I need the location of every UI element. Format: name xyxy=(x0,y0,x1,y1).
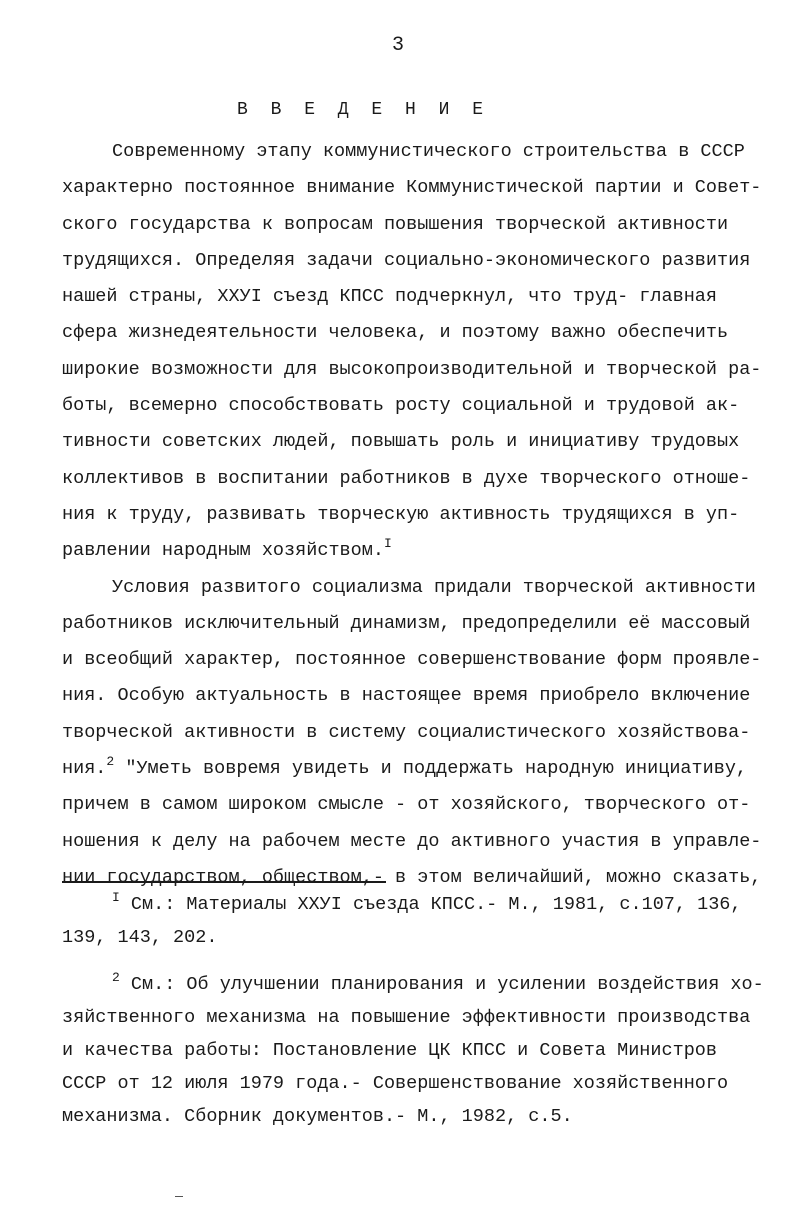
text-fragment: ния. xyxy=(62,758,107,780)
text-line: коллективов в воспитании работников в духе творческого отноше- xyxy=(62,467,751,489)
footnote-mark: I xyxy=(112,890,120,905)
text-line: трудящихся. Определяя задачи социально-экономического развития xyxy=(62,249,751,271)
text-line: сфера жизнедеятельности человека, и поэтому важно обеспечить xyxy=(62,322,729,344)
footnote-ref: I xyxy=(383,536,392,552)
text-fragment: См.: Об улучшении планирования и усилении воздействия хо- xyxy=(119,974,764,995)
text-line: широкие возможности для высокопроизводительной и творческой ра- xyxy=(62,358,762,380)
text-fragment: См.: Материалы ХХУI съезда КПСС.- М., 1981, с.107, 136, xyxy=(119,894,742,915)
text-fragment: "Уметь вовремя увидеть и поддержать народную инициативу, xyxy=(114,758,748,780)
text-line: нии государством, обществом,- в этом величайший, можно сказать, xyxy=(62,866,762,888)
footnote-line xyxy=(62,968,762,1001)
text-line: причем в самом широком смысле - от хозяйского, творческого от- xyxy=(62,794,751,816)
text-fragment: равлении народным хозяйством. xyxy=(62,540,384,562)
body-text xyxy=(62,134,762,896)
footnotes xyxy=(62,888,762,1133)
text-line xyxy=(62,751,752,787)
text-line: творческой активности в систему социалистического хозяйствова- xyxy=(62,721,751,743)
text-line: тивности советских людей, повышать роль и инициативу трудовых xyxy=(62,431,740,453)
page-number: 3 xyxy=(391,34,404,57)
text-line: ского государства к вопросам повышения творческой активности xyxy=(62,213,729,235)
section-title: В В Е Д Е Н И Е xyxy=(236,100,490,120)
text-line: ния. Особую актуальность в настоящее время приобрело включение xyxy=(62,685,751,707)
footnote-line: и качества работы: Постановление ЦК КПСС и Совета Министров xyxy=(62,1040,718,1061)
footnote-separator xyxy=(62,881,386,883)
footnote-mark: 2 xyxy=(112,970,120,985)
text-line: характерно постоянное внимание Коммунистической партии и Совет- xyxy=(62,177,762,199)
footnote-line: СССР от 12 июля 1979 года.- Совершенствование хозяйственного xyxy=(62,1073,729,1094)
text-line xyxy=(62,533,752,569)
footnote-ref: 2 xyxy=(106,754,115,770)
text-line: ношения к делу на рабочем месте до активного участия в управле- xyxy=(62,830,762,852)
footnote-line xyxy=(62,888,762,921)
text-line: нашей страны, ХХУI съезд КПСС подчеркнул, что труд- главная xyxy=(62,286,718,308)
footnote-line: механизма. Сборник документов.- М., 1982, с.5. xyxy=(62,1106,573,1127)
footnote-line: 139, 143, 202. xyxy=(62,927,218,948)
text-line: Условия развитого социализма придали творческой активности xyxy=(112,576,756,598)
text-line: Современному этапу коммунистического строительства в СССР xyxy=(112,141,745,162)
scan-mark xyxy=(175,1196,183,1197)
text-line: боты, всемерно способствовать росту социальной и трудовой ак- xyxy=(62,395,740,417)
text-line: и всеобщий характер, постоянное совершенствование форм проявле- xyxy=(62,649,762,671)
text-line: ния к труду, развивать творческую активность трудящихся в уп- xyxy=(62,503,740,525)
text-line: работников исключительный динамизм, предопределили её массовый xyxy=(62,612,751,634)
footnote-line: зяйственного механизма на повышение эффективности производства xyxy=(62,1007,751,1028)
